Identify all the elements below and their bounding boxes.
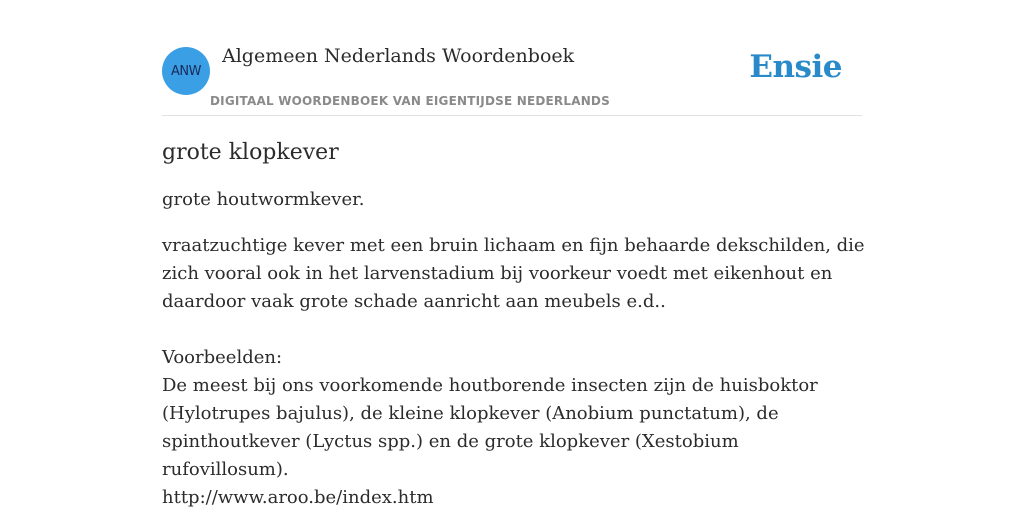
entry-headword: grote klopkever (162, 140, 339, 165)
anw-logo[interactable] (162, 47, 210, 95)
logo-text: ANW (171, 63, 201, 79)
entry-synonym: grote houtwormkever. (162, 189, 365, 210)
example-source-link[interactable]: http://www.aroo.be/index.htm (162, 487, 434, 508)
dictionary-subtitle: DIGITAAL WOORDENBOEK VAN EIGENTIJDSE NEDERLANDS (210, 94, 610, 108)
example-text: De meest bij ons voorkomende houtborende insecten zijn de huisboktor (Hylotrupes bajulus), de kleine klopkever (Anobium punctatum), de spinthoutkever (Lyctus spp.) en de grote klopkever (Xestobium rufovillosum). (162, 375, 818, 480)
entry-content (162, 140, 867, 512)
ensie-brand-logo[interactable]: Ensie (749, 49, 842, 85)
site-header (162, 40, 862, 116)
dictionary-title[interactable]: Algemeen Nederlands Woordenboek (222, 45, 575, 67)
examples-label: Voorbeelden: (162, 347, 283, 368)
entry-definition: vraatzuchtige kever met een bruin lichaam en fijn behaarde dekschilden, die zich vooral ook in het larvenstadium bij voorkeur voedt met eikenhout en daardoor vaak grote schade aanricht aan meubels e.d.. (162, 235, 865, 312)
examples-section (162, 344, 867, 512)
